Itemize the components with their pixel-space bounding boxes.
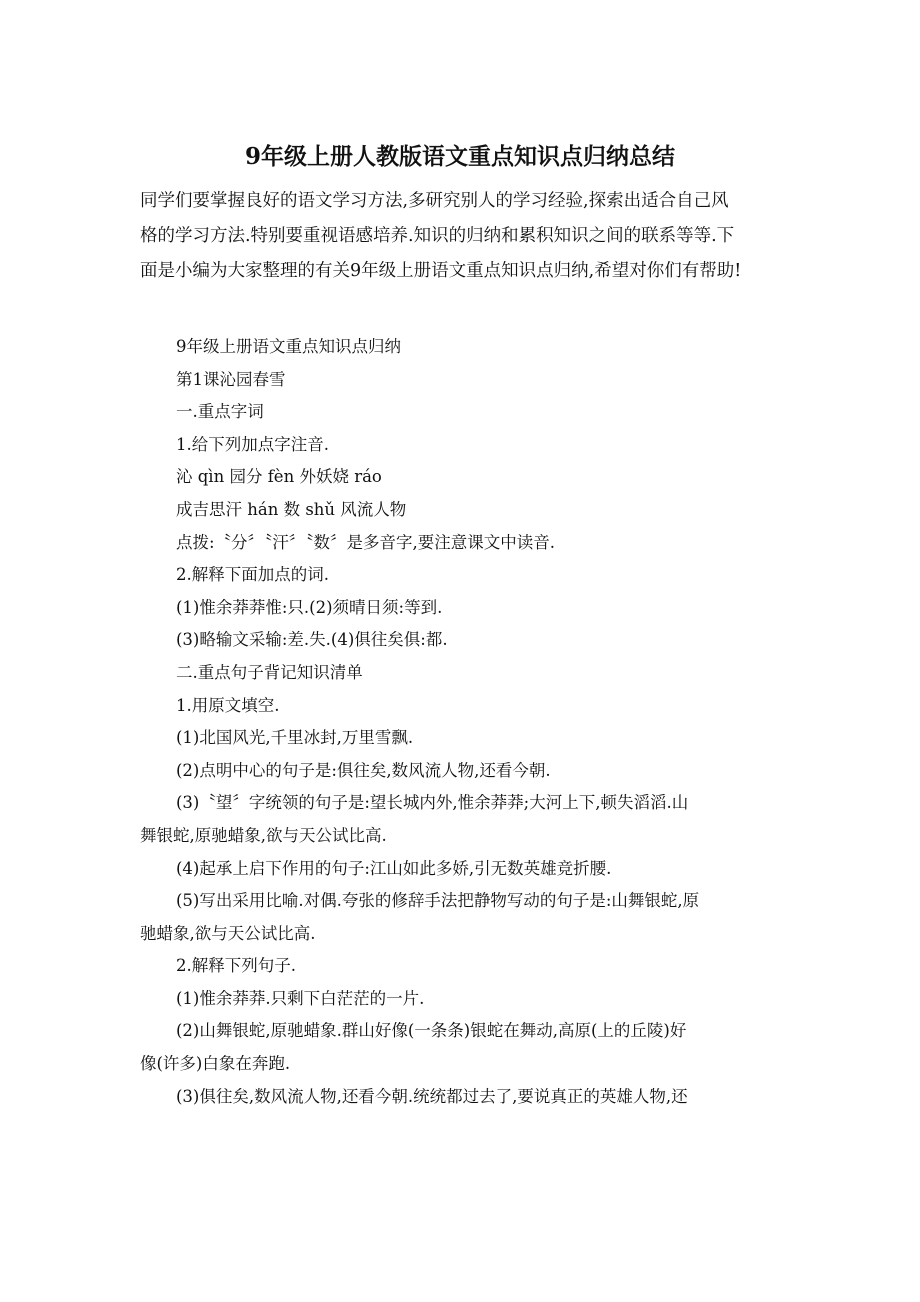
- intro-line: 同学们要掌握良好的语文学习方法,多研究别人的学习经验,探索出适合自己风: [140, 191, 729, 211]
- body-line: 驰蜡象,欲与天公试比高.: [140, 923, 316, 943]
- intro-line: 面是小编为大家整理的有关9年级上册语文重点知识点归纳,希望对你们有帮助!: [140, 261, 742, 281]
- section-heading: 9年级上册语文重点知识点归纳: [176, 337, 401, 356]
- body-line: (3)俱往矣,数风流人物,还看今朝.统统都过去了,要说真正的英雄人物,还: [176, 1086, 688, 1106]
- body-line: 成吉思汗 hán 数 shǔ 风流人物: [176, 499, 407, 519]
- body-line: 2.解释下面加点的词.: [176, 565, 329, 585]
- body-line: 点拨:〝分〞〝汗〞〝数〞是多音字,要注意课文中读音.: [176, 532, 556, 552]
- body-line: 舞银蛇,原驰蜡象,欲与天公试比高.: [140, 825, 387, 845]
- document-title: 9年级上册人教版语文重点知识点归纳总结: [244, 143, 675, 170]
- body-line: (1)北国风光,千里冰封,万里雪飘.: [176, 728, 414, 748]
- body-line: (2)点明中心的句子是:俱往矣,数风流人物,还看今朝.: [176, 760, 551, 780]
- intro-line: 格的学习方法.特别要重视语感培养.知识的归纳和累积知识之间的联系等等.下: [140, 226, 735, 246]
- body-line: (1)惟余莽莽惟:只.(2)须晴日须:等到.: [176, 597, 443, 617]
- lesson-heading: 第1课沁园春雪: [176, 369, 286, 389]
- body-line: (3)〝望〞字统领的句子是:望长城内外,惟余莽莽;大河上下,顿失滔滔.山: [176, 793, 689, 813]
- intro-paragraph: [140, 184, 790, 289]
- body-line: 1.用原文填空.: [176, 695, 280, 715]
- document-body: [140, 331, 790, 1113]
- body-line: (4)起承上启下作用的句子:江山如此多娇,引无数英雄竞折腰.: [176, 858, 612, 878]
- body-line: (2)山舞银蛇,原驰蜡象.群山好像(一条条)银蛇在舞动,高原(上的丘陵)好: [176, 1021, 687, 1041]
- subsection-heading: 二.重点句子背记知识清单: [176, 662, 363, 682]
- subsection-heading: 一.重点字词: [176, 402, 264, 422]
- body-line: (1)惟余莽莽.只剩下白茫茫的一片.: [176, 988, 425, 1008]
- body-line: 2.解释下列句子.: [176, 956, 296, 976]
- body-line: (5)写出采用比喻.对偶.夸张的修辞手法把静物写动的句子是:山舞银蛇,原: [176, 891, 700, 911]
- body-line: 1.给下列加点字注音.: [176, 434, 329, 454]
- body-line: 像(许多)白象在奔跑.: [140, 1054, 291, 1074]
- body-line: 沁 qìn 园分 fèn 外妖娆 ráo: [176, 467, 382, 487]
- body-line: (3)略输文采输:差.失.(4)俱往矣俱:都.: [176, 630, 448, 650]
